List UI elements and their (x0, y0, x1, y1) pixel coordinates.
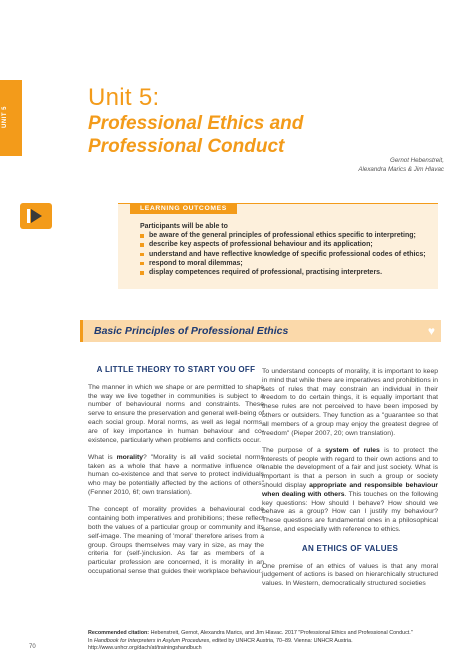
paragraph: To understand concepts of morality, it is important to keep in mind that while there are imperatives and prohibitions in sets of rules that may constrain an individual in their freedom to do certain things, it is equally important that these rules are not perceived to have been imposed by others or outsiders. They function as a "guarantee so that all members of a group may enjoy the greatest degree of freedom" (Pieper 2007, 20; own translation). (262, 368, 438, 437)
unit-title: Unit 5: (88, 84, 160, 111)
play-icon-bar (27, 209, 30, 223)
recommended-citation (88, 630, 448, 653)
text-run: ? "Morality is all valid societal norms taken as a whole that have a normative influence on human co-existence and that serve to protect individuals who may be potentially affected by the actions of others" (Fenner 2010, 6f; own translation). (88, 453, 264, 497)
list-item: understand and have reflective knowledge of specific professional codes of ethics; (140, 250, 430, 259)
learning-outcomes-list (140, 231, 430, 277)
right-column (262, 368, 438, 598)
citation-line-1: Hebenstreit, Gernot, Alexandra Marics, and Jim Hlavac. 2017 "Professional Ethics and Professional Conduct." (149, 630, 413, 636)
list-item: respond to moral dilemmas; (140, 259, 430, 268)
citation-url[interactable]: http://www.unhcr.org/dach/at/trainingshandbuch (88, 645, 202, 652)
paragraph: The concept of morality provides a behavioural code containing both imperatives and prohibitions; these reflect both the values of a particular group or community and its self-image. The meaning of 'moral' therefore arises from a group. Groups themselves may vary in size, as may the criteria for (self-)inclusion. As far as members of a particular profession are concerned, it is morality in an occupational sense that guides their workplace behaviour. (88, 506, 264, 575)
paragraph (262, 447, 438, 535)
left-column (88, 366, 264, 585)
play-icon-triangle (31, 209, 42, 223)
bold-term: system of rules (325, 446, 380, 454)
list-item: describe key aspects of professional behaviour and its application; (140, 240, 430, 249)
play-icon (20, 203, 52, 229)
left-heading: A LITTLE THEORY TO START YOU OFF (96, 365, 256, 374)
list-item: display competences required of professional, practising interpreters. (140, 268, 430, 277)
text-run: . This touches on the following key questions: How should I behave? How should we behave as a group? How can I justify my behaviour? These questions are fundamental ones in a philosophical sense, and especially with reference to ethics. (262, 490, 438, 534)
author-line-2: Alexandra Marics & Jim Hlavac (358, 166, 444, 173)
paragraph: The manner in which we shape or are permitted to shape the way we live together in communities is subject to a number of behavioural norms and constraints. These serve to ensure the preservation and general well-being of each social group. Moral norms, as well as legal norms, are of key importance in human behaviour and co-existence, particularly when problems and conflicts occur. (88, 383, 264, 444)
citation-in: In (88, 637, 94, 644)
page-title: Professional Ethics and Professional Conduct (88, 113, 304, 157)
paragraph (88, 454, 264, 498)
right-heading: AN ETHICS OF VALUES (301, 543, 399, 553)
text-run: What is (88, 453, 117, 461)
heart-icon: ♥ (427, 324, 435, 338)
author-line-1: Gernot Hebenstreit, (390, 157, 444, 164)
unit-side-tab (0, 80, 22, 156)
authors (284, 156, 444, 174)
citation-label: Recommended citation: (88, 630, 150, 636)
text-run: is to protect the interests of people with regard to their own actions and to enable the development of a fair and just society. What is important is that a person in such a group or society should display (262, 446, 438, 490)
learning-outcomes-label: LEARNING OUTCOMES (130, 203, 237, 214)
learning-outcomes-content (140, 222, 430, 277)
page-number: 70 (29, 644, 36, 650)
section-banner (80, 320, 441, 342)
list-item: be aware of the general principles of professional ethics specific to interpreting; (140, 231, 430, 240)
bold-term: morality (116, 453, 144, 461)
citation-book: Handbook for Interpreters in Asylum Procedures (94, 637, 210, 644)
text-run: The purpose of a (262, 446, 326, 454)
section-title: Basic Principles of Professional Ethics (94, 325, 289, 337)
side-tab-label: UNIT 5 (2, 105, 8, 128)
bold-term: appropriate and responsible behaviour when dealing with others (262, 482, 438, 498)
paragraph: One premise of an ethics of values is that any moral judgement of actions is based on hierarchically structured values. In Western, democratically structured societies (262, 562, 438, 588)
learning-outcomes-header (118, 203, 438, 214)
citation-line-2: , edited by UNHCR Austria, 70–89. Vienna: UNHCR Austria. (209, 637, 353, 644)
learning-outcomes-intro: Participants will be able to (140, 223, 228, 230)
